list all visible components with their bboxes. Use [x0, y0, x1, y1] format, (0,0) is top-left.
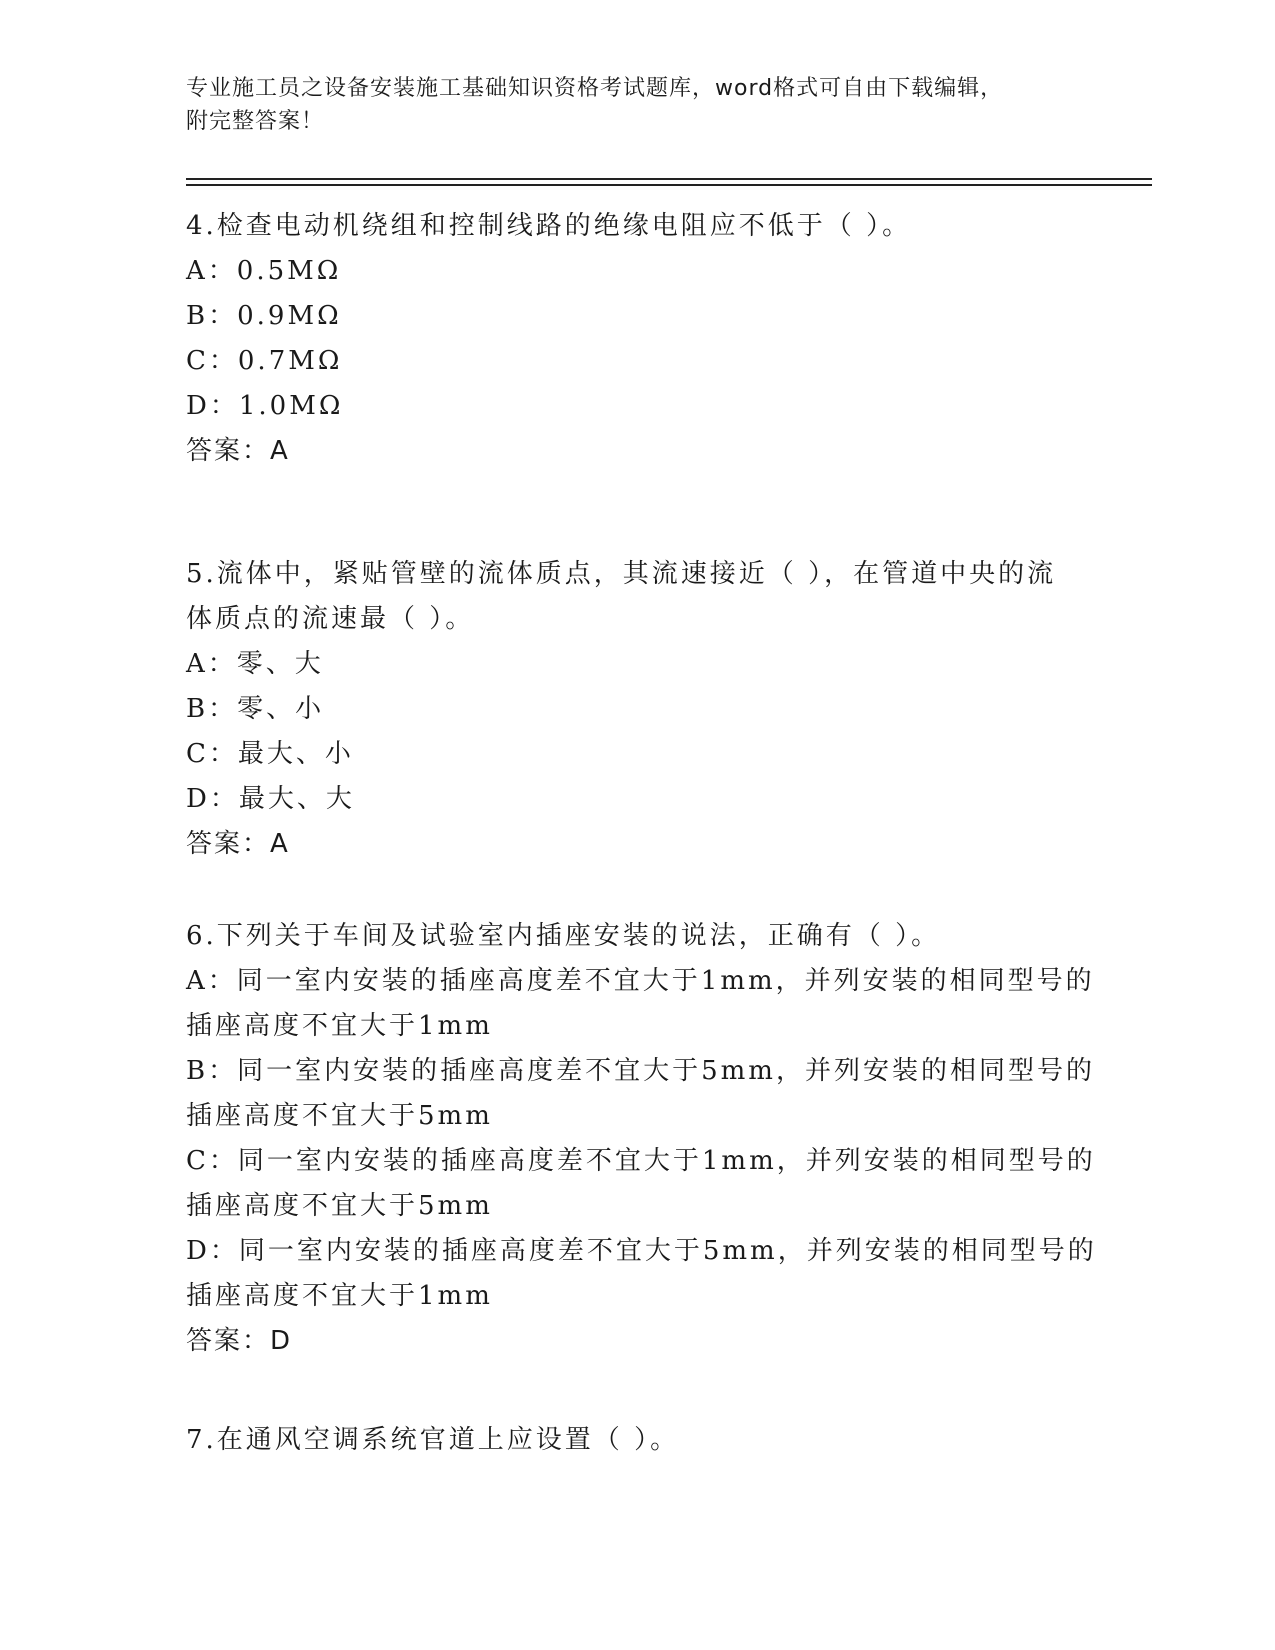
option-a: A：同一室内安装的插座高度差不宜大于1mm，并列安装的相同型号的 [186, 966, 1095, 996]
question-5 [186, 552, 1086, 867]
question-stem-cont: 体质点的流速最（ ）。 [186, 604, 475, 634]
option-c: C：0.7MΩ [186, 346, 343, 376]
question-7 [186, 1418, 1086, 1463]
option-a: A：零、大 [186, 649, 324, 679]
question-stem: 7.在通风空调系统官道上应设置（ ）。 [186, 1425, 680, 1455]
option-d: D：1.0MΩ [186, 391, 344, 421]
header-divider-bottom [186, 184, 1152, 186]
question-stem: 4.检查电动机绕组和控制线路的绝缘电阻应不低于（ ）。 [186, 211, 912, 241]
option-d-cont: 插座高度不宜大于1mm [186, 1281, 493, 1311]
option-a: A：0.5MΩ [186, 256, 342, 286]
header-line-2: 附完整答案！ [186, 109, 325, 134]
option-d: D：同一室内安装的插座高度差不宜大于5mm，并列安装的相同型号的 [186, 1236, 1097, 1266]
option-c-cont: 插座高度不宜大于5mm [186, 1191, 493, 1221]
option-b: B：同一室内安装的插座高度差不宜大于5mm，并列安装的相同型号的 [186, 1056, 1095, 1086]
option-a-cont: 插座高度不宜大于1mm [186, 1011, 493, 1041]
question-stem: 6.下列关于车间及试验室内插座安装的说法，正确有（ ）。 [186, 921, 941, 951]
option-d: D：最大、大 [186, 784, 355, 814]
question-stem: 5.流体中，紧贴管壁的流体质点，其流速接近（ ），在管道中央的流 [186, 559, 1057, 589]
option-b: B：零、小 [186, 694, 325, 724]
option-b-cont: 插座高度不宜大于5mm [186, 1101, 493, 1131]
header-divider-top [186, 178, 1152, 180]
document-header [186, 72, 1086, 138]
header-line-1: 专业施工员之设备安装施工基础知识资格考试题库，word格式可自由下载编辑， [186, 76, 1004, 101]
option-c: C：同一室内安装的插座高度差不宜大于1mm，并列安装的相同型号的 [186, 1146, 1096, 1176]
question-6 [186, 914, 1097, 1364]
answer-line: 答案：D [186, 1326, 293, 1356]
answer-line: 答案：A [186, 829, 290, 859]
option-c: C：最大、小 [186, 739, 354, 769]
answer-line: 答案：A [186, 436, 290, 466]
option-b: B：0.9MΩ [186, 301, 342, 331]
question-4 [186, 204, 1086, 474]
